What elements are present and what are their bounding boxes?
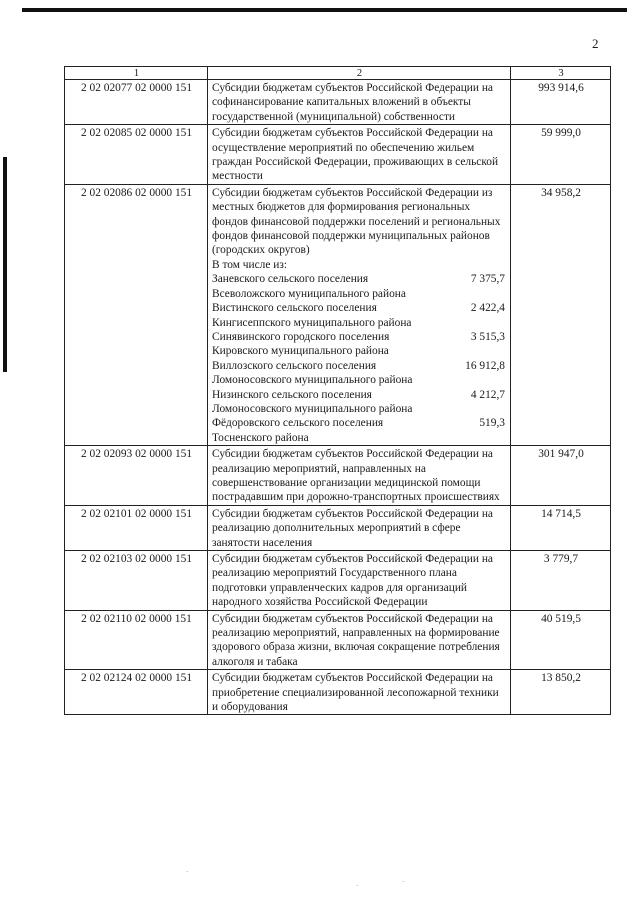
breakdown-item-amount: 16 912,8 [465,359,505,372]
breakdown-item-name: Низинского сельского поселения Ломоносовского муниципального района [212,388,413,415]
side-scan-mark [3,157,7,372]
breakdown-item-name: Вистинского сельского поселения Кингисеппского муниципального района [212,302,412,329]
row-description-with-breakdown [208,184,511,445]
column-header-2: 2 [208,67,511,80]
table-row [65,125,611,185]
row-description: Субсидии бюджетам субъектов Российской Федерации на осуществление мероприятий по обеспечению жильем граждан Российской Федерации, проживающих в сельской местности [208,125,511,185]
breakdown-item-name: Виллозского сельского поселения Ломоносовского муниципального района [212,359,413,387]
column-header-1: 1 [65,67,208,80]
table-header-row [65,67,611,80]
budget-code: 2 02 02085 02 0000 151 [65,125,208,185]
row-amount: 301 947,0 [511,446,611,506]
breakdown-item [212,416,507,445]
table-row [65,80,611,125]
scan-speck: · [356,882,359,890]
row-description: Субсидии бюджетам субъектов Российской Федерации на софинансирование капитальных вложений в объекты государственной (муниципальной) собственности [208,80,511,125]
budget-table [64,66,611,715]
table-row [65,670,611,715]
table-row [65,551,611,611]
breakdown-item-name: Синявинского городского поселения Кировского муниципального района [212,330,390,358]
column-header-3: 3 [511,67,611,80]
row-description: Субсидии бюджетам субъектов Российской Федерации на приобретение специализированной лесопожарной техники и оборудования [208,670,511,715]
breakdown-item-name: Заневского сельского поселения Всеволожского муниципального района [212,273,406,300]
scan-speck: · [402,878,405,886]
breakdown-item-amount: 3 515,3 [470,330,505,343]
row-amount: 3 779,7 [511,551,611,611]
breakdown-item-amount: 2 422,4 [470,302,505,315]
table-row [65,446,611,506]
row-description: Субсидии бюджетам субъектов Российской Федерации на реализацию дополнительных мероприятий в сфере занятости населения [208,505,511,550]
breakdown-intro: В том числе из: [212,258,288,271]
table-row [65,184,611,445]
row-description: Субсидии бюджетам субъектов Российской Федерации на реализацию мероприятий, направленных на совершенствование организации медицинской помощи пострадавшим при дорожно-транспортных происшествиях [208,446,511,506]
row-amount: 59 999,0 [511,125,611,185]
row-amount: 14 714,5 [511,505,611,550]
table-row [65,610,611,670]
breakdown-item-amount: 519,3 [479,417,505,430]
budget-code: 2 02 02110 02 0000 151 [65,610,208,670]
budget-code: 2 02 02124 02 0000 151 [65,670,208,715]
row-description: Субсидии бюджетам субъектов Российской Федерации на реализацию мероприятий Государственного плана подготовки управленческих кадров для организаций народного хозяйства Российской Федерации [208,551,511,611]
budget-code: 2 02 02103 02 0000 151 [65,551,208,611]
row-amount: 993 914,6 [511,80,611,125]
row-amount: 40 519,5 [511,610,611,670]
row-amount: 13 850,2 [511,670,611,715]
page-number: 2 [592,36,599,51]
top-scan-rule [22,8,627,12]
budget-code: 2 02 02093 02 0000 151 [65,446,208,506]
breakdown-item [212,301,507,330]
breakdown-item-amount: 4 212,7 [470,388,505,401]
breakdown-item [212,272,507,301]
row-description: Субсидии бюджетам субъектов Российской Федерации на реализацию мероприятий, направленных на формирование здорового образа жизни, включая сокращение потребления алкоголя и табака [208,610,511,670]
breakdown-item-amount: 7 375,7 [470,273,505,286]
breakdown-item [212,330,507,359]
breakdown-item-name: Фёдоровского сельского поселения Тосненского района [212,417,384,444]
breakdown-item [212,388,507,417]
scan-speck: · [186,868,189,876]
table-row [65,505,611,550]
budget-code: 2 02 02086 02 0000 151 [65,184,208,445]
budget-code: 2 02 02101 02 0000 151 [65,505,208,550]
row-amount: 34 958,2 [511,184,611,445]
budget-code: 2 02 02077 02 0000 151 [65,80,208,125]
breakdown-item [212,359,507,388]
row-description: Субсидии бюджетам субъектов Российской Федерации из местных бюджетов для формирования региональных фондов финансовой поддержки поселений и региональных фондов финансовой поддержки муниципальных районов (городских округов) [212,186,501,257]
